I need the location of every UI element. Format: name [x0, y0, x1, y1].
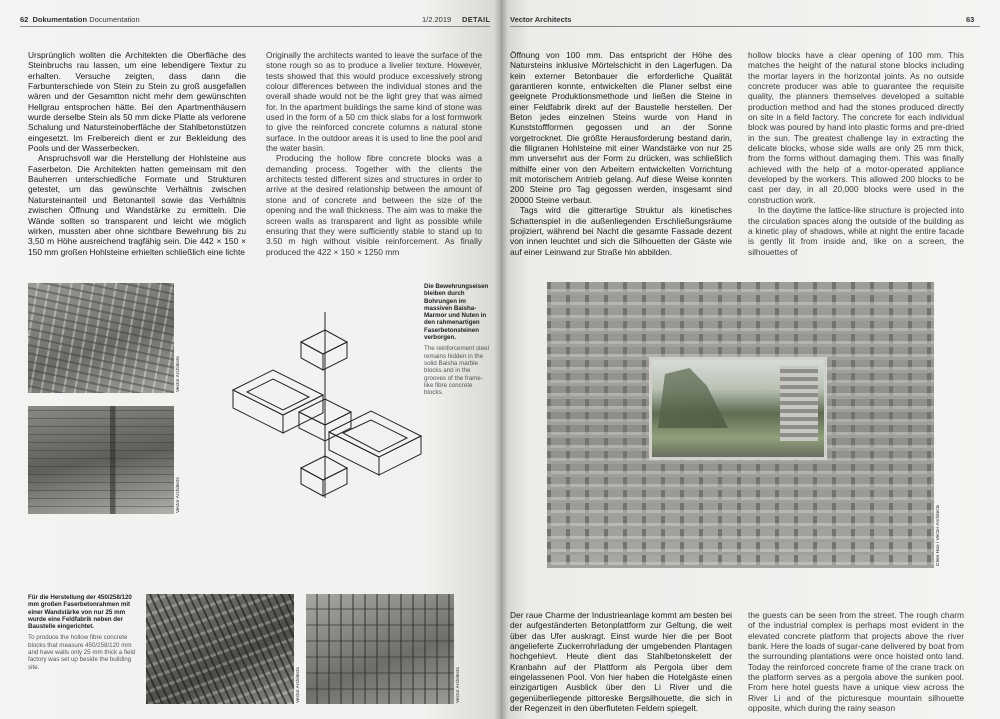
caption-german: Für die Herstellung der 450/258/120 mm großen Faserbetonrahmen mit einer Wandstärke von nur 25 mm wurde eine Feldfabrik neben der Baustelle eingerichtet. — [28, 594, 132, 631]
photo-credit: Chen Hao / Vector Architects — [936, 504, 941, 566]
marble-block-top — [301, 330, 347, 354]
header-rule — [20, 26, 490, 27]
english-text-column — [748, 50, 964, 257]
magazine-logo: DETAIL — [462, 15, 491, 24]
page-number-right: 63 — [966, 15, 975, 24]
issue-label: 1/2.2019 — [422, 15, 452, 24]
english-text-column — [266, 50, 482, 257]
paragraph: Ursprünglich wollten die Architekten die Oberfläche des Steinbruchs rau lassen, um eine lebendigere Textur zu erhalten. Versuche zeigten, dass dann die Farbunterschiede von Stein zu Stein zu groß ausgefallen wären und der Gesamtton nicht mehr dem gewünschten Hellgrau entsprochen hätte. Bei den Apartmenthäusern wurde derselbe Stein als 50 mm dicke Platte als verlorene Schalung und Natursteinoberfläche der Stahlbetonstützen eingesetzt. Im Freibereich dient er zur Bekleidung des Pools und der Wasserbecken. — [28, 50, 246, 154]
photo-workers-laying-blocks — [28, 283, 174, 393]
paragraph: hollow blocks have a clear opening of 100 mm. This matches the height of the natural stone blocks including the mortar layers in the horizontal joints. As no outside concrete producer was able to guarantee the requisite quality, the planners themselves developed a suitable production method and had the stones produced directly on site in a field factory. The concrete for each individual block was poured by hand into plastic forms and pre-dried in the sun. The greatest challenge lay in extracting the delicate blocks, whose side walls are only 25 mm thick, from the forms without damaging them. This was finally achieved with the help of a motor-operated appliance developed by the workers. This allowed 200 blocks to be cast per day, in all 20,000 blocks were used in the construction work. — [748, 50, 964, 205]
facade-photo-brick-screen-window — [547, 282, 934, 568]
photo-block-forms — [146, 594, 294, 704]
photo-credit: Vector Architects — [456, 667, 461, 703]
caption-english: The reinforcement steel remains hidden in the solid Baisha marble blocks and in the grooves of the frame-like fibre concrete blocks. — [424, 345, 489, 397]
photo-credit: Vector Architects — [296, 667, 301, 703]
page-number-left: 62 — [20, 15, 29, 24]
paragraph: Producing the hollow fibre concrete blocks was a demanding process. Together with the clients the architects tested different sizes and structures in order to arrive at the desired relationship between the amount of stone and of concrete and between the size of the opening and the wall thickness. The aim was to make the screen walls as transparent and light as possible while ensuring that they were sufficiently stable to stand up to 3.50 m high without visible reinforcement. As finally produced the 422 × 150 × 1250 mm — [266, 153, 482, 257]
right-page-header: Vector Architects — [510, 15, 572, 24]
caption-english: To produce the hollow fibre concrete blocks that measure 450/258/120 mm and have walls only 25 mm thick a field factory was set up beside the building site. — [28, 634, 136, 671]
photo-credit: Vector Architects — [176, 477, 181, 513]
paragraph: the guests can be seen from the street. The rough charm of the industrial complex is perhaps most evident in the elevated concrete platform that projects above the river bank. Here the loads of sugar-cane delivered by boat from the surrounding plantations were once hoisted onto land. Today the reinforced concrete frame of the crane track on the platform serves as a pergola above the sunken pool. From here hotel guests have a unique view across the River Li and of the picturesque mountain silhouette opposite, which during the rainy season — [748, 610, 965, 714]
german-text-column — [28, 50, 246, 257]
reinforcement-axonometric-diagram — [225, 300, 425, 505]
paragraph: Anspruchsvoll war die Herstellung der Hohlsteine aus Faserbeton. Die Architekten hatten gemeinsam mit den Bauherren unterschiedliche Formate und Strukturen getestet, um das gewünschte Verhältnis zwischen Natursteinanteil und Betonanteil sowie das Verhältnis zwischen Öffnung und Wandstärke zu ermitteln. Die Wände sollten so transparent und leicht wie möglich wirken, mussten aber ohne sichtbare Bewehrung bis zu 3,50 m Höhe ausreichend tragfähig sein. Die 442 × 150 × 150 mm großen Hohlsteine erhielten schließlich eine lichte — [28, 153, 246, 257]
photo-block-casting — [306, 594, 454, 704]
photo-caption — [28, 594, 136, 671]
header-rule — [510, 26, 980, 27]
section-subtitle: Documentation — [89, 15, 140, 24]
frame-block-left — [233, 370, 323, 415]
german-text-column — [510, 50, 732, 257]
spread-gutter — [494, 0, 508, 719]
left-page-header — [20, 15, 140, 24]
diagram-caption — [424, 283, 492, 396]
paragraph: Der raue Charme der Industrieanlage kommt am besten bei der aufgeständerten Betonplattform zur Geltung, die weit über das Ufer auskragt. Einst wurde hier die per Boot angelieferte Zuckerrohrladung der umgebenden Plantagen hochgehievt. Heute dient das Stahlbetonskelett der Kranbahn auf der Plattform als Pergola über dem eingelassenen Pool. Von hier haben die Hotelgäste einen einzigartigen Ausblick über den Li River und die gegenüberliegende pittoreske Bergsilhouette, die sich in der Regenzeit in den überfluteten Feldern spiegelt. — [510, 610, 732, 714]
english-text-bottom — [748, 610, 964, 713]
right-page — [500, 0, 1000, 719]
caption-german: Die Bewehrungseisen bleiben durch Bohrungen im massiven Baisha-Marmor und Nuten in den rahmenartigen Faserbetonsteinen verborgen. — [424, 283, 489, 342]
facade-window-opening — [649, 357, 827, 460]
paragraph: Originally the architects wanted to leave the surface of the stone rough so as to produce a livelier texture. However, tests showed that this would produce excessively strong colour differences between the individual stones and the overall shade would not be the light grey that was aimed for. In the apartment buildings the same kind of stone was used in the form of a 50 cm thick slabs for a lost formwork to give the reinforced concrete columns a natural stone surface. In the outdoor areas it is used to line the pool and the water basin. — [266, 50, 482, 154]
paragraph: Tags wird die gitterartige Struktur als kinetisches Schattenspiel in die außenliegenden Erschließungsräume projiziert, während bei Nacht die gesamte Fassade dezent von innen leuchtet und sich die Silhouetten der Gäste wie auf einer Leinwand zur Straße hin abbilden. — [510, 205, 732, 257]
german-text-bottom — [510, 610, 732, 713]
marble-block-bottom — [301, 456, 347, 480]
photo-credit: Vector Architects — [176, 356, 181, 392]
photo-block-press-machine — [28, 406, 174, 514]
section-title: Dokumentation — [32, 15, 88, 24]
paragraph: Öffnung von 100 mm. Das entspricht der Höhe des Natursteins inklusive Mörtelschicht in den Lagerfugen. Da kein externer Betonbauer die erforderliche Qualität garantieren konnte, entwickelten die Planer selbst eine geeignete Produktionsmethode und ließen die Steine in einer Feldfabrik direkt auf der Baustelle herstellen. Der Beton jedes einzelnen Steins wurde von Hand in Kunststoffformen gegossen und an der Sonne vorgetrocknet. Die größte Herausforderung bestand darin, die filigranen Hohlsteine mit einer Wandstärke von nur 25 mm unversehrt aus der Form zu drücken, was schließlich mithilfe einer von den Arbeitern entwickelten Vorrichtung mit motorischem Antrieb gelang. Auf diese Weise konnten 200 Steine pro Tag gegossen werden, insgesamt sind 20000 Steine verbaut. — [510, 50, 732, 205]
paragraph: In the daytime the lattice-like structure is projected into the circulation spaces along the outside of the building as a kinetic play of shadows, while at night the entire facade is gently lit from inside and, like on a screen, the silhouettes of — [748, 205, 964, 257]
